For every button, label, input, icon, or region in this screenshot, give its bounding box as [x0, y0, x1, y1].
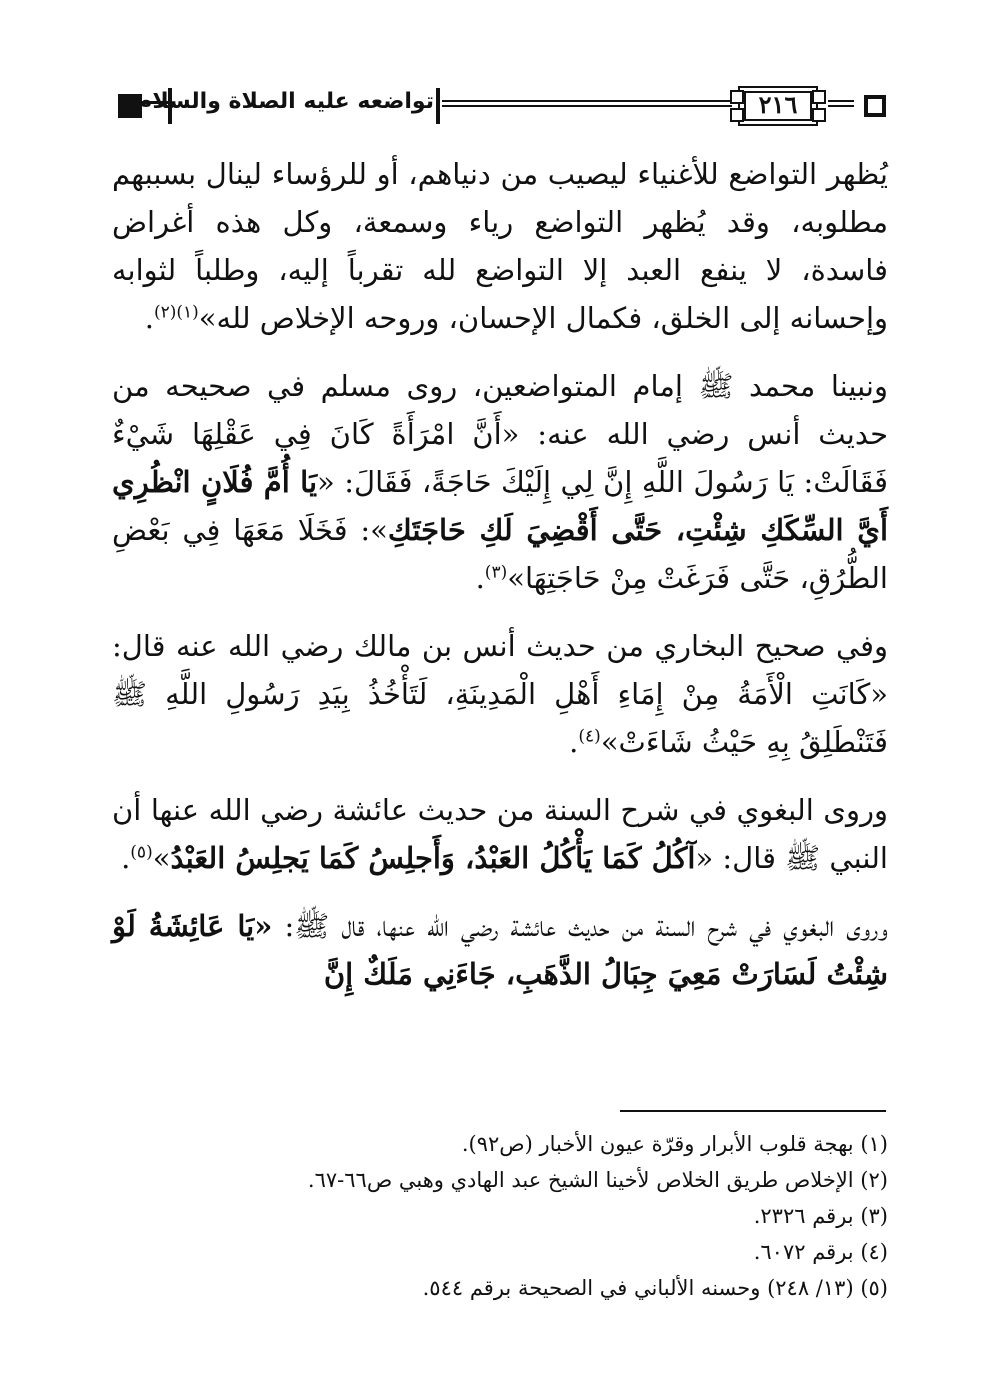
- footnote-ref: (٤): [578, 726, 601, 747]
- frame-corner: [730, 90, 744, 104]
- page-number-frame: [728, 86, 828, 126]
- frame-corner: [812, 90, 826, 104]
- frame-corner: [730, 108, 744, 122]
- hadith-bold: يَا أُمَّ فُلَانٍ انْظُرِي أَيَّ السِّكَكِ شِئْتِ، حَتَّى أَقْضِيَ لَكِ حَاجَتَكِ: [112, 465, 889, 547]
- header-rule: [442, 100, 732, 102]
- footnote: (٣) برقم ٢٣٢٦.: [753, 1204, 888, 1228]
- footnote: (٤) برقم ٦٠٧٢.: [753, 1240, 888, 1264]
- paragraph: يُظهر التواضع للأغنياء ليصيب من دنياهم، أو للرؤساء لينال بسببهم مطلوبه، وقد يُظهر التواضع رياء وسمعة، وكل هذه أغراض فاسدة، لا ينفع العبد إلا التواضع لله تقرباً إليه، وطلباً لثوابه وإحسانه إلى الخلق، فكمال الإحسان، وروحه الإخلاص لله»$^{(١)(٢)}$.: [112, 157, 888, 335]
- page-header: [118, 86, 886, 126]
- footnote: (١) بهجة قلوب الأبرار وقرّة عيون الأخبار (ص٩٢).: [461, 1132, 888, 1156]
- footnote-ref: (٣): [484, 562, 508, 583]
- footnote-separator: [620, 1110, 886, 1112]
- header-divider: [436, 88, 440, 124]
- hadith-bold: «يَا عَائِشَةُ لَوْ شِئْتُ لَسَارَتْ مَعِيَ جِبَالُ الذَّهَبِ، جَاءَنِي مَلَكٌ إِنَّ: [112, 909, 888, 991]
- frame-corner: [812, 108, 826, 122]
- hadith-bold: آكُلُ كَمَا يَأْكُلُ العَبْدُ، وَأَجلِسُ كَمَا يَجلِسُ العَبْدُ: [170, 841, 696, 875]
- body-text: [112, 150, 888, 1018]
- footnotes: [112, 1126, 888, 1306]
- chapter-title: تواضعه عليه الصلاة والسلام: [136, 89, 434, 114]
- footnote: (٢) الإخلاص طريق الخلاص لأخينا الشيخ عبد الهادي وهبي ص٦٦-٦٧.: [307, 1168, 888, 1192]
- paragraph: وروى البغوي في شرح السنة من حديث عائشة رضي الله عنها، قال ﷺ: «يَا عَائِشَةُ لَوْ شِئْتُ لَسَارَتْ مَعِيَ جِبَالُ الذَّهَبِ، جَاءَنِي مَلَكٌ إِنَّ: [112, 909, 888, 991]
- header-rule: [828, 100, 854, 102]
- header-ornament-right: [864, 95, 886, 117]
- footnote: (٥) (١٣/ ٢٤٨) وحسنه الألباني في الصحيحة برقم ٥٤٤.: [422, 1276, 888, 1300]
- paragraph: وفي صحيح البخاري من حديث أنس بن مالك رضي الله عنه قال: «كَانَتِ الْأَمَةُ مِنْ إِمَاءِ أَهْلِ الْمَدِينَةِ، لَتَأْخُذُ بِيَدِ رَسُولِ اللَّهِ ﷺ فَتَنْطَلِقُ بِهِ حَيْثُ شَاءَتْ»$^{(٤)}$.: [112, 629, 888, 759]
- paragraph: وروى البغوي في شرح السنة من حديث عائشة رضي الله عنها أن النبي ﷺ قال: «آكُلُ كَمَا يَأْكُلُ العَبْدُ، وَأَجلِسُ كَمَا يَجلِسُ العَبْدُ»$^{(٥)}$.: [112, 793, 888, 875]
- page-number: ٢١٦: [758, 90, 798, 119]
- footnote-ref: (٥): [130, 842, 153, 863]
- paragraph: ونبينا محمد ﷺ إمام المتواضعين، روى مسلم في صحيحه من حديث أنس رضي الله عنه: «أَنَّ امْرَأَةً كَانَ فِي عَقْلِهَا شَيْءٌ فَقَالَتْ: يَا رَسُولَ اللَّهِ إِنَّ لِي إِلَيْكَ حَاجَةً، فَقَالَ: «يَا أُمَّ فُلَانٍ انْظُرِي أَيَّ السِّكَكِ شِئْتِ، حَتَّى أَقْضِيَ لَكِ حَاجَتَكِ»: فَخَلَا مَعَهَا فِي بَعْضِ الطُّرُقِ، حَتَّى فَرَغَتْ مِنْ حَاجَتِهَا»$^{(٣)}$.: [112, 369, 889, 595]
- footnote-ref: (١)(٢): [153, 302, 199, 323]
